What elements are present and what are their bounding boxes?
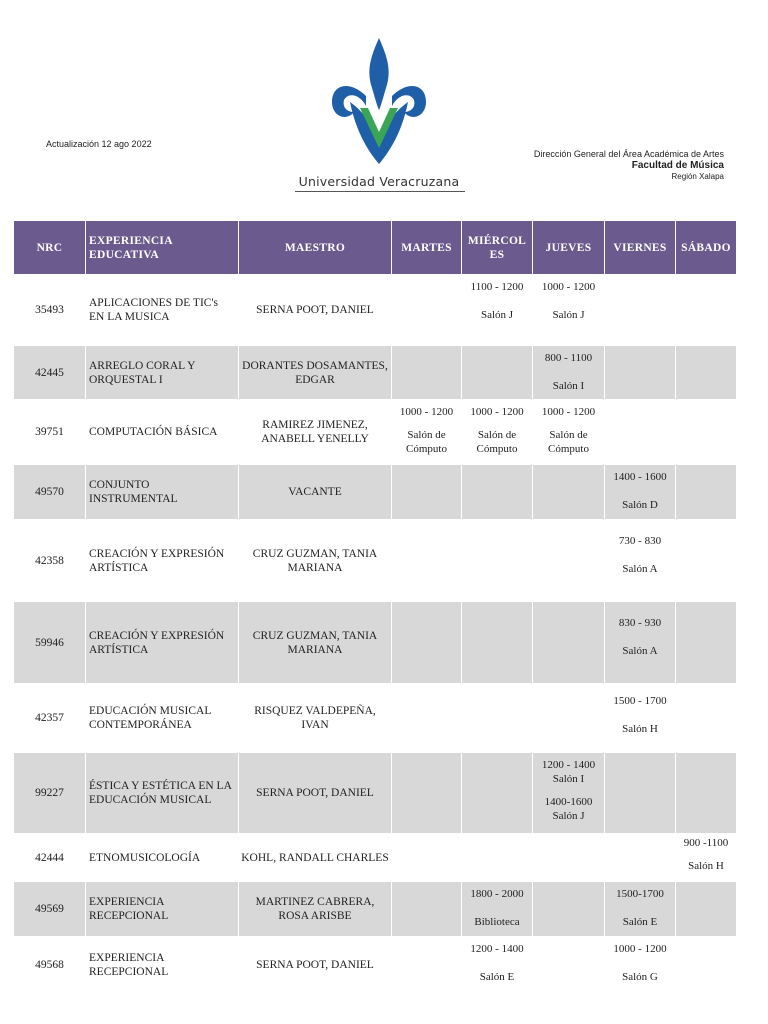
room-text: Salón I: [552, 773, 585, 785]
jueves-cell: [533, 882, 605, 937]
viernes-cell: [605, 400, 676, 465]
room-text: Salón G: [622, 971, 658, 983]
university-logo: [292, 36, 466, 196]
table-row: [14, 684, 737, 753]
course-cell: EDUCACIÓN MUSICAL CONTEMPORÁNEA: [86, 684, 239, 753]
room-text: Biblioteca: [474, 916, 520, 928]
viernes-cell: [605, 937, 676, 994]
room-text: Salón H: [622, 723, 658, 735]
time-text: 1500-1700: [616, 888, 664, 900]
nrc-cell: 42444: [14, 834, 86, 882]
miercoles-cell: [462, 346, 533, 400]
miercoles-cell: [462, 882, 533, 937]
room-text: Salón E: [479, 971, 515, 983]
table-row: [14, 602, 737, 684]
time-text: 1000 - 1200: [541, 406, 596, 418]
teacher-cell: MARTINEZ CABRERA, ROSA ARISBE: [239, 882, 392, 937]
teacher-cell: DORANTES DOSAMANTES, EDGAR: [239, 346, 392, 400]
time-text: 1800 - 2000: [470, 888, 524, 900]
table-row: [14, 937, 737, 994]
nrc-cell: 42445: [14, 346, 86, 400]
header-maestro: MAESTRO: [239, 221, 392, 275]
jueves-cell: [533, 275, 605, 346]
sabado-cell: [676, 753, 737, 834]
viernes-cell: [605, 753, 676, 834]
table-row: [14, 465, 737, 520]
time-text: 1400-1600: [544, 796, 593, 808]
teacher-cell: SERNA POOT, DANIEL: [239, 753, 392, 834]
university-underline: [295, 191, 465, 192]
table-row: [14, 753, 737, 834]
nrc-cell: 59946: [14, 602, 86, 684]
teacher-cell: RAMIREZ JIMENEZ, ANABELL YENELLY: [239, 400, 392, 465]
nrc-cell: 39751: [14, 400, 86, 465]
course-cell: CREACIÓN Y EXPRESIÓN ARTÍSTICA: [86, 602, 239, 684]
miercoles-cell: [462, 753, 533, 834]
table-header-row: [14, 221, 737, 275]
miercoles-cell: [462, 275, 533, 346]
room-text: Salón de Cómputo: [476, 429, 518, 455]
university-name: Universidad Veracruzana: [298, 174, 460, 189]
teacher-cell: KOHL, RANDALL CHARLES: [239, 834, 392, 882]
header-jueves: JUEVES: [533, 221, 605, 275]
update-date: Actualización 12 ago 2022: [46, 139, 152, 149]
room-text: Salón A: [622, 645, 658, 657]
course-cell: CREACIÓN Y EXPRESIÓN ARTÍSTICA: [86, 520, 239, 602]
teacher-cell: VACANTE: [239, 465, 392, 520]
jueves-cell: [533, 520, 605, 602]
nrc-cell: 99227: [14, 753, 86, 834]
course-cell: EXPERIENCIA RECEPCIONAL: [86, 937, 239, 994]
viernes-cell: [605, 882, 676, 937]
nrc-cell: 42358: [14, 520, 86, 602]
table-row: [14, 275, 737, 346]
sabado-cell: [676, 882, 737, 937]
martes-cell: [392, 275, 462, 346]
martes-cell: [392, 346, 462, 400]
table-row: [14, 834, 737, 882]
room-text: Salón H: [688, 860, 724, 872]
jueves-cell: [533, 602, 605, 684]
time-text: 1000 - 1200: [470, 406, 524, 418]
jueves-cell: [533, 834, 605, 882]
martes-cell: [392, 834, 462, 882]
table-row: [14, 520, 737, 602]
schedule-table: [13, 220, 737, 994]
header-martes: MARTES: [392, 221, 462, 275]
miercoles-cell: [462, 684, 533, 753]
jueves-cell: [533, 465, 605, 520]
time-text: 830 - 930: [618, 617, 662, 629]
nrc-cell: 49569: [14, 882, 86, 937]
miercoles-cell: [462, 602, 533, 684]
martes-cell: [392, 400, 462, 465]
room-text: Salón J: [552, 810, 585, 822]
course-cell: COMPUTACIÓN BÁSICA: [86, 400, 239, 465]
viernes-cell: [605, 465, 676, 520]
teacher-cell: CRUZ GUZMAN, TANIA MARIANA: [239, 602, 392, 684]
time-text: 900 -1100: [683, 837, 729, 849]
table-row: [14, 400, 737, 465]
time-text: 1400 - 1600: [613, 471, 667, 483]
course-cell: ARREGLO CORAL Y ORQUESTAL I: [86, 346, 239, 400]
miercoles-cell: [462, 400, 533, 465]
course-cell: APLICACIONES DE TIC's EN LA MUSICA: [86, 275, 239, 346]
room-text: Salón A: [622, 563, 658, 575]
room-text: Salón J: [552, 309, 585, 321]
viernes-cell: [605, 684, 676, 753]
room-text: Salón de Cómputo: [406, 429, 447, 455]
time-text: 1000 - 1200: [399, 406, 454, 418]
room-text: Salón I: [552, 380, 585, 392]
viernes-cell: [605, 520, 676, 602]
nrc-cell: 35493: [14, 275, 86, 346]
jueves-cell: [533, 400, 605, 465]
course-cell: EXPERIENCIA RECEPCIONAL: [86, 882, 239, 937]
course-cell: ETNOMUSICOLOGÍA: [86, 834, 239, 882]
time-text: 1000 - 1200: [541, 281, 596, 293]
region-name: Región Xalapa: [671, 172, 724, 181]
time-text: 1000 - 1200: [613, 943, 667, 955]
table-row: [14, 346, 737, 400]
header-nrc: NRC: [14, 221, 86, 275]
nrc-cell: 42357: [14, 684, 86, 753]
teacher-cell: SERNA POOT, DANIEL: [239, 275, 392, 346]
header-sabado: SÁBADO: [676, 221, 737, 275]
martes-cell: [392, 684, 462, 753]
jueves-cell: [533, 753, 605, 834]
time-text: 800 - 1100: [544, 352, 593, 364]
nrc-cell: 49568: [14, 937, 86, 994]
miercoles-cell: [462, 937, 533, 994]
header-viernes: VIERNES: [605, 221, 676, 275]
course-cell: CONJUNTO INSTRUMENTAL: [86, 465, 239, 520]
room-text: Salón E: [622, 916, 658, 928]
martes-cell: [392, 520, 462, 602]
viernes-cell: [605, 602, 676, 684]
room-text: Salón D: [622, 499, 658, 511]
viernes-cell: [605, 275, 676, 346]
course-cell: ÉSTICA Y ESTÉTICA EN LA EDUCACIÓN MUSICAL: [86, 753, 239, 834]
martes-cell: [392, 602, 462, 684]
time-text: 1500 - 1700: [613, 695, 667, 707]
sabado-cell: [676, 465, 737, 520]
sabado-cell: [676, 400, 737, 465]
martes-cell: [392, 937, 462, 994]
table-row: [14, 882, 737, 937]
teacher-cell: RISQUEZ VALDEPEÑA, IVAN: [239, 684, 392, 753]
viernes-cell: [605, 834, 676, 882]
room-text: Salón de Cómputo: [548, 429, 589, 455]
viernes-cell: [605, 346, 676, 400]
teacher-cell: CRUZ GUZMAN, TANIA MARIANA: [239, 520, 392, 602]
direction-name: Dirección General del Área Académica de Artes: [533, 149, 724, 159]
sabado-cell: [676, 520, 737, 602]
sabado-cell: [676, 937, 737, 994]
fleur-de-lis-v-logo-icon: [328, 36, 430, 168]
sabado-cell: [676, 346, 737, 400]
header-experiencia: EXPERIENCIA EDUCATIVA: [86, 221, 239, 275]
martes-cell: [392, 465, 462, 520]
martes-cell: [392, 882, 462, 937]
jueves-cell: [533, 937, 605, 994]
header-miercoles: MIÉRCOL ES: [462, 221, 533, 275]
martes-cell: [392, 753, 462, 834]
time-text: 1200 - 1400: [470, 943, 524, 955]
miercoles-cell: [462, 520, 533, 602]
miercoles-cell: [462, 465, 533, 520]
department-block: [534, 149, 724, 182]
nrc-cell: 49570: [14, 465, 86, 520]
time-text: 1100 - 1200: [470, 281, 524, 293]
room-text: Salón J: [480, 309, 514, 321]
sabado-cell: [676, 275, 737, 346]
faculty-name: Facultad de Música: [631, 160, 724, 171]
time-text: 1200 - 1400: [541, 759, 596, 771]
time-text: 730 - 830: [618, 535, 662, 547]
jueves-cell: [533, 684, 605, 753]
sabado-cell: [676, 602, 737, 684]
miercoles-cell: [462, 834, 533, 882]
sabado-cell: [676, 834, 737, 882]
teacher-cell: SERNA POOT, DANIEL: [239, 937, 392, 994]
jueves-cell: [533, 346, 605, 400]
sabado-cell: [676, 684, 737, 753]
